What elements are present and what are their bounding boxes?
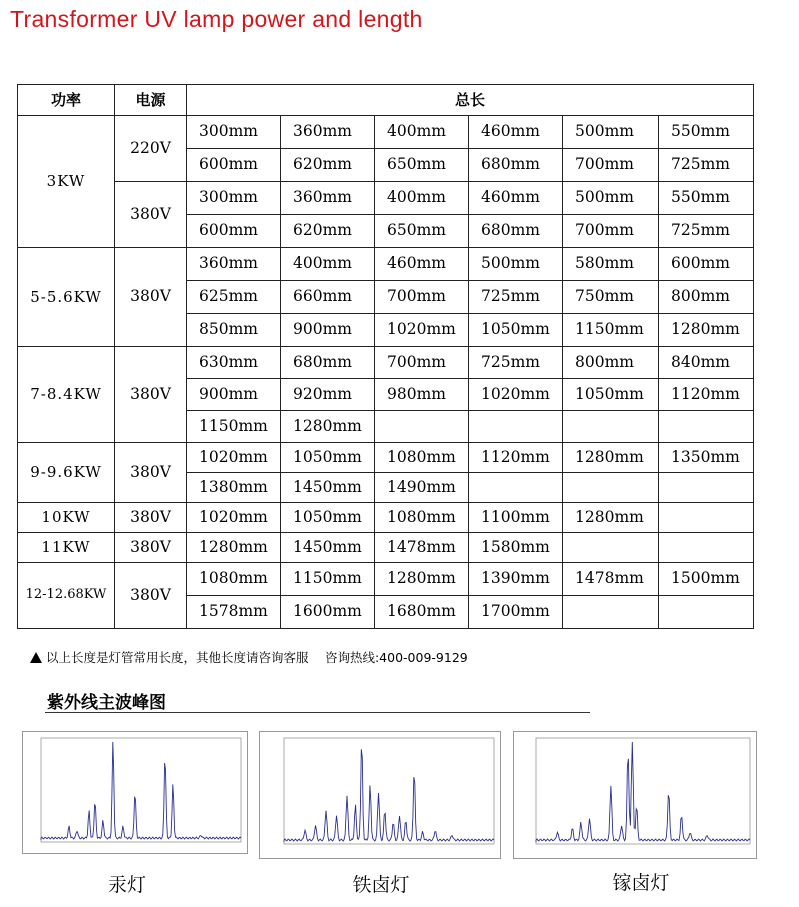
length-cell: 550mm bbox=[659, 116, 754, 149]
length-cell: 725mm bbox=[659, 215, 754, 248]
length-cell: 550mm bbox=[659, 182, 754, 215]
length-cell: 1020mm bbox=[469, 379, 563, 411]
table-row bbox=[18, 116, 754, 149]
length-cell: 750mm bbox=[563, 281, 659, 314]
length-cell: 1450mm bbox=[281, 533, 375, 563]
length-cell: 360mm bbox=[281, 116, 375, 149]
length-cell: 400mm bbox=[375, 182, 469, 215]
voltage-cell: 220V bbox=[115, 116, 187, 182]
length-cell: 400mm bbox=[281, 248, 375, 281]
plot-frame bbox=[41, 738, 241, 842]
length-cell bbox=[563, 596, 659, 629]
length-cell: 1280mm bbox=[375, 563, 469, 596]
section-title: 紫外线主波峰图 bbox=[47, 693, 166, 713]
length-cell: 500mm bbox=[469, 248, 563, 281]
spectrum-chart-mercury bbox=[22, 731, 248, 854]
table-row bbox=[18, 248, 754, 281]
length-cell: 725mm bbox=[469, 347, 563, 379]
table-row bbox=[18, 503, 754, 533]
length-cell: 700mm bbox=[563, 215, 659, 248]
length-cell: 625mm bbox=[187, 281, 281, 314]
length-cell: 1700mm bbox=[469, 596, 563, 629]
length-cell: 1390mm bbox=[469, 563, 563, 596]
length-cell: 1280mm bbox=[281, 411, 375, 443]
length-cell: 1380mm bbox=[187, 473, 281, 503]
length-cell bbox=[563, 533, 659, 563]
length-cell: 1490mm bbox=[375, 473, 469, 503]
table-row bbox=[18, 347, 754, 379]
table-row bbox=[18, 443, 754, 473]
length-cell: 1600mm bbox=[281, 596, 375, 629]
triangle-icon bbox=[30, 652, 42, 663]
length-note bbox=[30, 648, 468, 666]
spectrum-line bbox=[41, 742, 241, 840]
length-cell: 660mm bbox=[281, 281, 375, 314]
length-cell bbox=[563, 411, 659, 443]
spectrum-line bbox=[536, 742, 750, 842]
length-cell: 650mm bbox=[375, 215, 469, 248]
length-cell: 1020mm bbox=[187, 443, 281, 473]
length-cell: 600mm bbox=[187, 215, 281, 248]
length-cell: 900mm bbox=[281, 314, 375, 347]
length-cell: 1350mm bbox=[659, 443, 754, 473]
spectrum-line bbox=[284, 749, 494, 842]
length-cell: 650mm bbox=[375, 149, 469, 182]
voltage-cell: 380V bbox=[115, 563, 187, 629]
length-cell: 630mm bbox=[187, 347, 281, 379]
length-cell: 500mm bbox=[563, 116, 659, 149]
length-cell: 600mm bbox=[187, 149, 281, 182]
power-cell: 10KW bbox=[18, 503, 115, 533]
length-cell: 1080mm bbox=[187, 563, 281, 596]
spectrum-plot-mercury bbox=[23, 732, 247, 853]
plot-frame bbox=[536, 738, 750, 844]
spectrum-chart-gallium bbox=[513, 731, 757, 859]
length-cell: 1050mm bbox=[563, 379, 659, 411]
length-cell: 360mm bbox=[281, 182, 375, 215]
lamp-spec-table bbox=[17, 84, 754, 629]
length-cell: 725mm bbox=[469, 281, 563, 314]
length-cell: 1450mm bbox=[281, 473, 375, 503]
length-cell: 300mm bbox=[187, 182, 281, 215]
length-cell bbox=[659, 503, 754, 533]
power-cell: 9-9.6KW bbox=[18, 443, 115, 503]
length-cell: 700mm bbox=[375, 347, 469, 379]
length-cell: 1020mm bbox=[375, 314, 469, 347]
length-cell: 1280mm bbox=[187, 533, 281, 563]
length-cell: 1100mm bbox=[469, 503, 563, 533]
length-cell bbox=[659, 533, 754, 563]
length-cell: 600mm bbox=[659, 248, 754, 281]
length-cell: 680mm bbox=[281, 347, 375, 379]
power-cell: 3KW bbox=[18, 116, 115, 248]
length-cell: 460mm bbox=[469, 116, 563, 149]
length-cell: 1050mm bbox=[281, 443, 375, 473]
length-cell: 680mm bbox=[469, 215, 563, 248]
table-header-row bbox=[18, 85, 754, 116]
length-cell: 1050mm bbox=[281, 503, 375, 533]
length-cell: 1478mm bbox=[563, 563, 659, 596]
length-cell: 1500mm bbox=[659, 563, 754, 596]
length-cell: 460mm bbox=[375, 248, 469, 281]
power-cell: 12-12.68KW bbox=[18, 563, 115, 629]
length-cell bbox=[469, 411, 563, 443]
table-row bbox=[18, 533, 754, 563]
length-cell: 1020mm bbox=[187, 503, 281, 533]
header-length: 总长 bbox=[187, 85, 754, 116]
length-cell: 850mm bbox=[187, 314, 281, 347]
length-cell: 500mm bbox=[563, 182, 659, 215]
length-cell: 800mm bbox=[659, 281, 754, 314]
voltage-cell: 380V bbox=[115, 443, 187, 503]
length-cell: 1080mm bbox=[375, 503, 469, 533]
length-cell: 300mm bbox=[187, 116, 281, 149]
voltage-cell: 380V bbox=[115, 182, 187, 248]
length-cell: 1150mm bbox=[281, 563, 375, 596]
table-row bbox=[18, 563, 754, 596]
power-cell: 7-8.4KW bbox=[18, 347, 115, 443]
power-cell: 5-5.6KW bbox=[18, 248, 115, 347]
voltage-cell: 380V bbox=[115, 533, 187, 563]
length-cell: 980mm bbox=[375, 379, 469, 411]
length-cell: 680mm bbox=[469, 149, 563, 182]
caption-mercury: 汞灯 bbox=[107, 874, 146, 896]
length-cell: 1578mm bbox=[187, 596, 281, 629]
length-cell: 360mm bbox=[187, 248, 281, 281]
length-cell: 1680mm bbox=[375, 596, 469, 629]
spectrum-chart-iron bbox=[259, 731, 501, 859]
length-cell: 920mm bbox=[281, 379, 375, 411]
voltage-cell: 380V bbox=[115, 347, 187, 443]
length-cell: 1280mm bbox=[563, 503, 659, 533]
note-text: 以上长度是灯管常用长度，其他长度请咨询客服 咨询热线:400-009-9129 bbox=[46, 650, 468, 665]
length-cell: 1580mm bbox=[469, 533, 563, 563]
length-cell bbox=[659, 473, 754, 503]
length-cell: 1120mm bbox=[659, 379, 754, 411]
header-power: 功率 bbox=[18, 85, 115, 116]
length-cell: 1080mm bbox=[375, 443, 469, 473]
length-cell: 1478mm bbox=[375, 533, 469, 563]
length-cell: 460mm bbox=[469, 182, 563, 215]
length-cell: 580mm bbox=[563, 248, 659, 281]
length-cell: 900mm bbox=[187, 379, 281, 411]
length-cell: 1050mm bbox=[469, 314, 563, 347]
table-row bbox=[18, 182, 754, 215]
caption-gallium: 镓卤灯 bbox=[612, 872, 670, 894]
length-cell: 800mm bbox=[563, 347, 659, 379]
length-cell: 840mm bbox=[659, 347, 754, 379]
voltage-cell: 380V bbox=[115, 248, 187, 347]
section-underline bbox=[45, 712, 590, 713]
spectrum-plot-iron bbox=[260, 732, 500, 858]
length-cell bbox=[659, 596, 754, 629]
length-cell: 725mm bbox=[659, 149, 754, 182]
spectrum-plot-gallium bbox=[514, 732, 756, 858]
length-cell: 1120mm bbox=[469, 443, 563, 473]
header-supply: 电源 bbox=[115, 85, 187, 116]
length-cell bbox=[659, 411, 754, 443]
page-title: Transformer UV lamp power and length bbox=[10, 6, 423, 32]
power-cell: 11KW bbox=[18, 533, 115, 563]
length-cell: 1150mm bbox=[563, 314, 659, 347]
length-cell: 1280mm bbox=[659, 314, 754, 347]
length-cell: 620mm bbox=[281, 149, 375, 182]
length-cell: 1280mm bbox=[563, 443, 659, 473]
length-cell: 1150mm bbox=[187, 411, 281, 443]
voltage-cell: 380V bbox=[115, 503, 187, 533]
length-cell bbox=[563, 473, 659, 503]
length-cell: 400mm bbox=[375, 116, 469, 149]
length-cell: 620mm bbox=[281, 215, 375, 248]
length-cell bbox=[469, 473, 563, 503]
length-cell: 700mm bbox=[375, 281, 469, 314]
length-cell bbox=[375, 411, 469, 443]
caption-iron: 铁卤灯 bbox=[352, 874, 410, 896]
length-cell: 700mm bbox=[563, 149, 659, 182]
